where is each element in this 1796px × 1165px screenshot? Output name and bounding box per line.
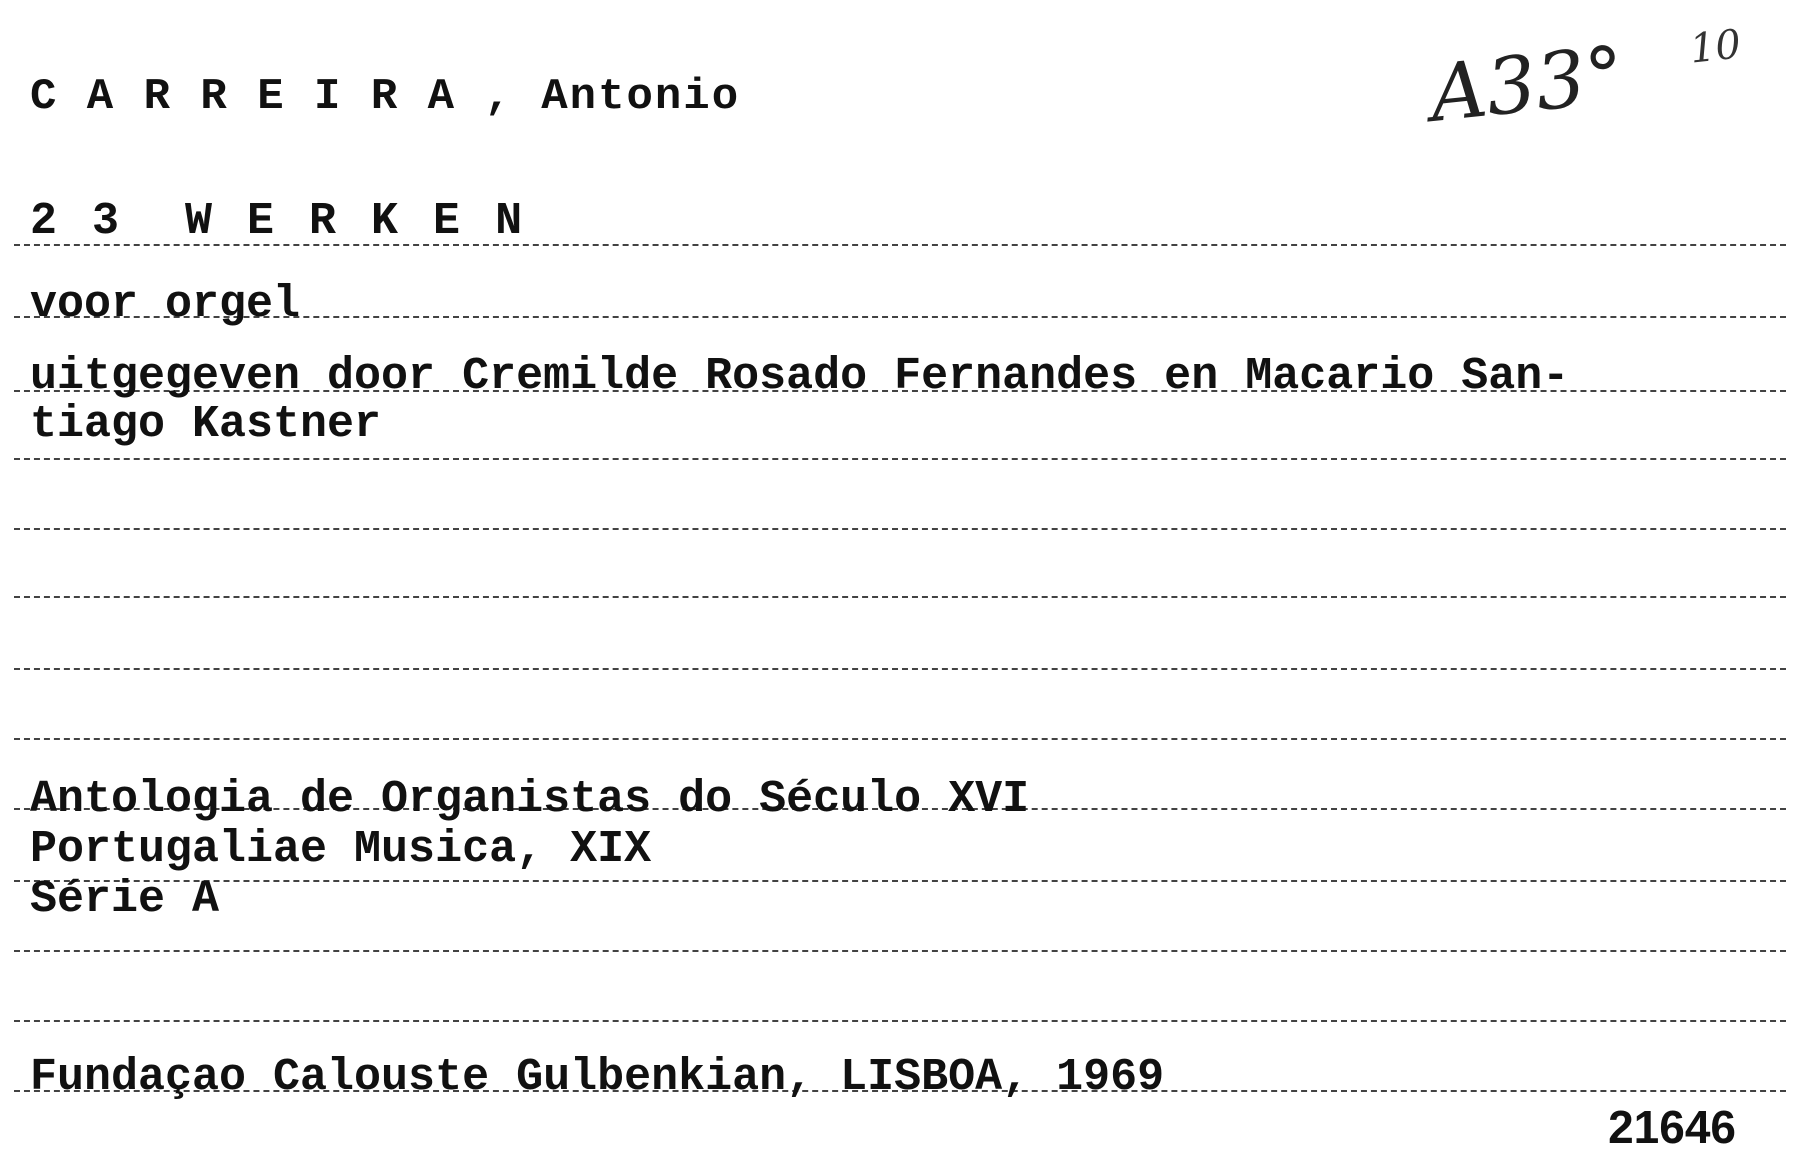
rule-line — [14, 528, 1786, 530]
work-title: 2 3 W E R K E N — [30, 196, 527, 247]
rule-line — [14, 1020, 1786, 1022]
handwritten-shelfmark-superscript: 10 — [1687, 21, 1744, 73]
author-heading: C A R R E I R A , Antonio — [30, 72, 741, 122]
editors-line-1: uitgegeven door Cremilde Rosado Fernandes en Macario San- — [30, 351, 1570, 402]
editors-line-2: tiago Kastner — [30, 399, 382, 450]
handwritten-shelfmark: A33° — [1425, 30, 1629, 140]
rule-line — [14, 950, 1786, 952]
rule-line — [14, 596, 1786, 598]
series-line-2: Portugaliae Musica, XIX — [30, 824, 652, 875]
series-line-3: Série A — [30, 874, 220, 925]
rule-line — [14, 668, 1786, 670]
rule-line — [14, 458, 1786, 460]
series-line-1: Antologia de Organistas do Século XVI — [30, 774, 1030, 825]
rule-line — [14, 738, 1786, 740]
publisher-line: Fundaçao Calouste Gulbenkian, LISBOA, 1969 — [30, 1052, 1165, 1103]
accession-number: 21646 — [1608, 1101, 1736, 1153]
work-subtitle: voor orgel — [30, 279, 301, 330]
rule-line — [14, 880, 1786, 882]
